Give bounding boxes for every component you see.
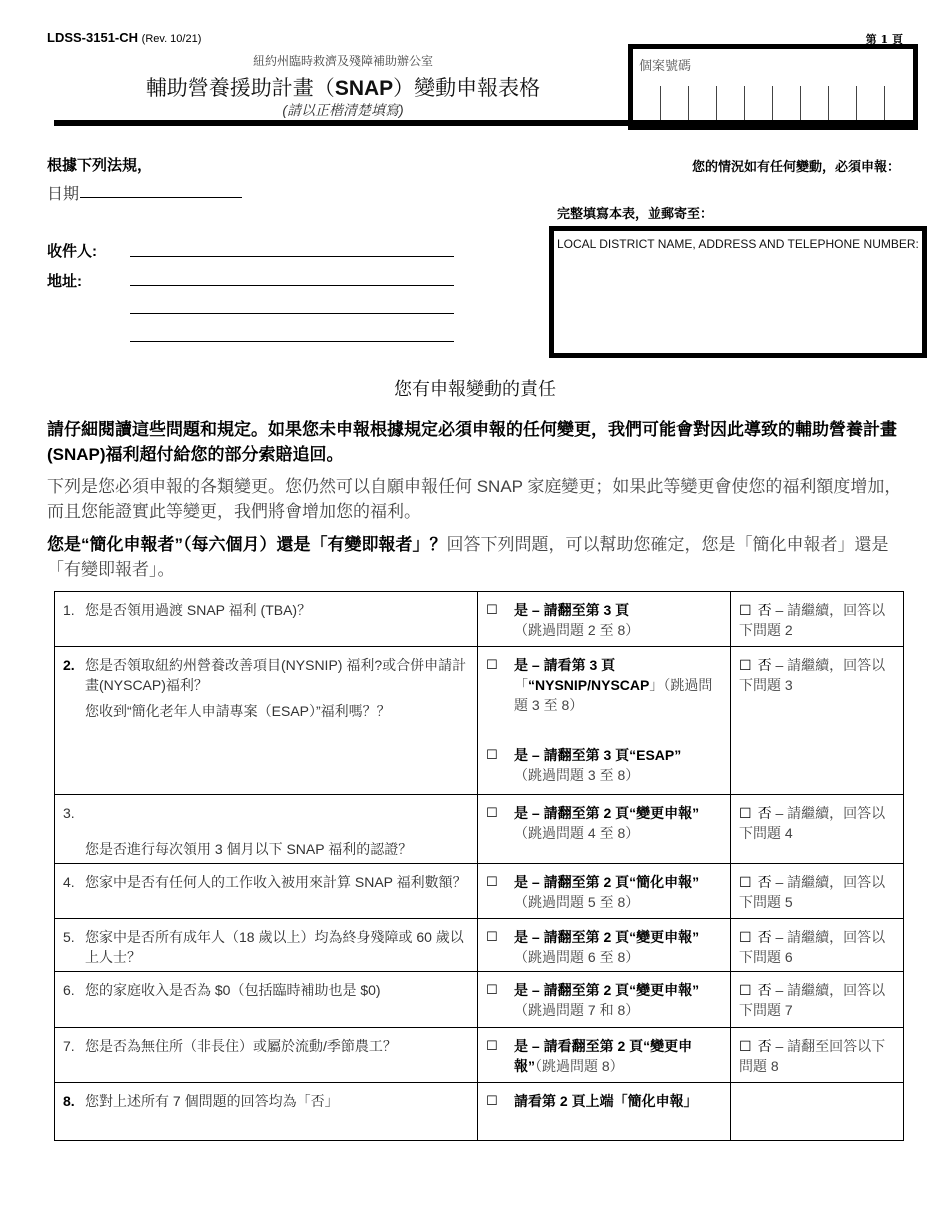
no-checkbox[interactable]: ☐ [739, 805, 752, 821]
form-subtitle: (請以正楷清楚填寫) [282, 102, 404, 118]
question-subtext: 您收到“簡化老年人申請專案（ESAP）”福利嗎？？ [85, 703, 391, 719]
case-number-field[interactable] [660, 86, 908, 122]
question-text: 您是否領取紐約州營養改善項目(NYSNIP) 福利?或合併申請計畫(NYSCAP)福利？ [85, 657, 467, 693]
yes-checkbox[interactable]: ☐ [486, 657, 498, 672]
form-id: LDSS-3151-CH (Rev. 10/21) [47, 30, 202, 45]
no-checkbox[interactable]: ☐ [739, 929, 752, 945]
yes-checkbox[interactable]: ☐ [486, 805, 498, 820]
table-row: 7. 您是否為無住所（非長住）或屬於流動/季節農工？ ☐ 是 – 請看翻至第 2 頁“變更申報”（跳過問題 8） ☐ 否 – 請翻至回答以下問題 8 [55, 1028, 904, 1083]
table-row: 1. 您是否領用過渡 SNAP 福利 (TBA)？ ☐ 是 – 請翻至第 3 頁 （跳過問題 2 至 8） ☐ 否 – 請繼續，回答以下問題 2 [55, 592, 904, 647]
page-number: 第 1 頁 [865, 33, 903, 46]
yes-checkbox[interactable]: ☐ [486, 982, 498, 997]
address-field-3[interactable] [130, 341, 454, 342]
form-title: 輔助營養援助計畫（SNAP）變動申報表格 [145, 77, 541, 100]
changes-paragraph: 下列是您必須申報的各類變更。您仍然可以自願申報任何 SNAP 家庭變更；如果此等變更會使您的福利額度增加，而且您能證實此等變更，我們將會增加您的福利。 [47, 477, 902, 521]
simplified-checkbox[interactable]: ☐ [486, 1093, 498, 1108]
question-text: 您的家庭收入是否為 $0（包括臨時補助也是 $0) [85, 982, 381, 998]
no-checkbox[interactable]: ☐ [739, 1038, 752, 1054]
yes-checkbox[interactable]: ☐ [486, 929, 498, 944]
question-text: 您家中是否所有成年人（18 歲以上）均為終身殘障或 60 歲以上人士？ [85, 929, 464, 965]
question-text: 您對上述所有 7 個問題的回答均為「否」 [85, 1093, 339, 1109]
address-field-2[interactable] [130, 313, 454, 314]
recipient-label: 收件人: [47, 243, 97, 260]
address-field-1[interactable] [130, 285, 454, 286]
question-table [54, 591, 904, 1141]
yes-esap-checkbox[interactable]: ☐ [486, 747, 498, 762]
case-number-label: 個案號碼 [639, 58, 692, 73]
yes-checkbox[interactable]: ☐ [486, 1038, 498, 1053]
question-text: 您是否領用過渡 SNAP 福利 (TBA)？ [85, 602, 312, 618]
no-checkbox[interactable]: ☐ [739, 982, 752, 998]
yes-checkbox[interactable]: ☐ [486, 874, 498, 889]
district-label: LOCAL DISTRICT NAME, ADDRESS AND TELEPHONE NUMBER: [557, 237, 919, 251]
recipient-field[interactable] [130, 256, 454, 257]
date-field[interactable] [80, 197, 242, 198]
warning-paragraph: 請仔細閱讀這些問題和規定。如果您未申報根據規定必須申報的任何變更，我們可能會對因此導致的輔助營養計畫(SNAP)福利超付給您的部分索賠追回。 [47, 420, 897, 464]
header-divider [54, 120, 914, 126]
address-label: 地址: [47, 273, 82, 290]
date-label: 日期 [47, 186, 80, 203]
table-row: 3. 您是否進行每次領用 3 個月以下 SNAP 福利的認證？ ☐ 是 – 請翻至第 2 頁“變更申報” （跳過問題 4 至 8） ☐ 否 – 請繼續，回答以下問題 4 [55, 795, 904, 864]
no-checkbox[interactable]: ☐ [739, 657, 752, 673]
table-row: 5. 您家中是否所有成年人（18 歲以上）均為終身殘障或 60 歲以上人士？ ☐ 是 – 請翻至第 2 頁“變更申報” （跳過問題 6 至 8） ☐ 否 – 請繼續，回答以下問題 6 [55, 919, 904, 972]
question-text: 您是否為無住所（非長住）或屬於流動/季節農工？ [85, 1038, 397, 1054]
question-subtext: 您是否進行每次領用 3 個月以下 SNAP 福利的認證？ [85, 841, 413, 857]
table-row: 8. 您對上述所有 7 個問題的回答均為「否」 ☐ 請看第 2 頁上端「簡化申報」 [55, 1083, 904, 1141]
form-revision: (Rev. 10/21) [141, 33, 202, 45]
must-report-label: 您的情況如有任何變動，必須申報： [691, 159, 900, 174]
mail-to-label: 完整填寫本表，並郵寄至： [557, 206, 714, 221]
table-row: 2. 您是否領取紐約州營養改善項目(NYSNIP) 福利?或合併申請計畫(NYSCAP)福利？ 您收到“簡化老年人申請專案（ESAP）”福利嗎？？ ☐ 是 – 請看第 3 頁 「“NYSNIP/NYSCAP」（跳過問題 3 至 8） ☐ 是 – 請翻至第 3 頁“ESAP” （跳過問題 3 至 8） ☐ 否 – 請繼續，回答以下問題 3 [55, 647, 904, 795]
no-checkbox[interactable]: ☐ [739, 602, 752, 618]
question-text: 您家中是否有任何人的工作收入被用來計算 SNAP 福利數額？ [85, 874, 467, 890]
table-row: 6. 您的家庭收入是否為 $0（包括臨時補助也是 $0) ☐ 是 – 請翻至第 2 頁“變更申報” （跳過問題 7 和 8） ☐ 否 – 請繼續，回答以下問題 7 [55, 972, 904, 1028]
agency-name: 紐約州臨時救濟及殘障補助辦公室 [252, 54, 433, 68]
no-checkbox[interactable]: ☐ [739, 874, 752, 890]
table-row: 4. 您家中是否有任何人的工作收入被用來計算 SNAP 福利數額？ ☐ 是 – 請翻至第 2 頁“簡化申報” （跳過問題 5 至 8） ☐ 否 – 請繼續，回答以下問題 5 [55, 864, 904, 919]
reporter-question-paragraph: 您是“簡化申報者”（每六個月）還是「有變即報者」？回答下列問題，可以幫助您確定，您是「簡化申報者」還是「有變即報者」。 [47, 535, 889, 579]
responsibility-heading: 您有申報變動的責任 [394, 379, 556, 399]
yes-checkbox[interactable]: ☐ [486, 602, 498, 617]
law-label: 根據下列法規， [47, 157, 153, 174]
